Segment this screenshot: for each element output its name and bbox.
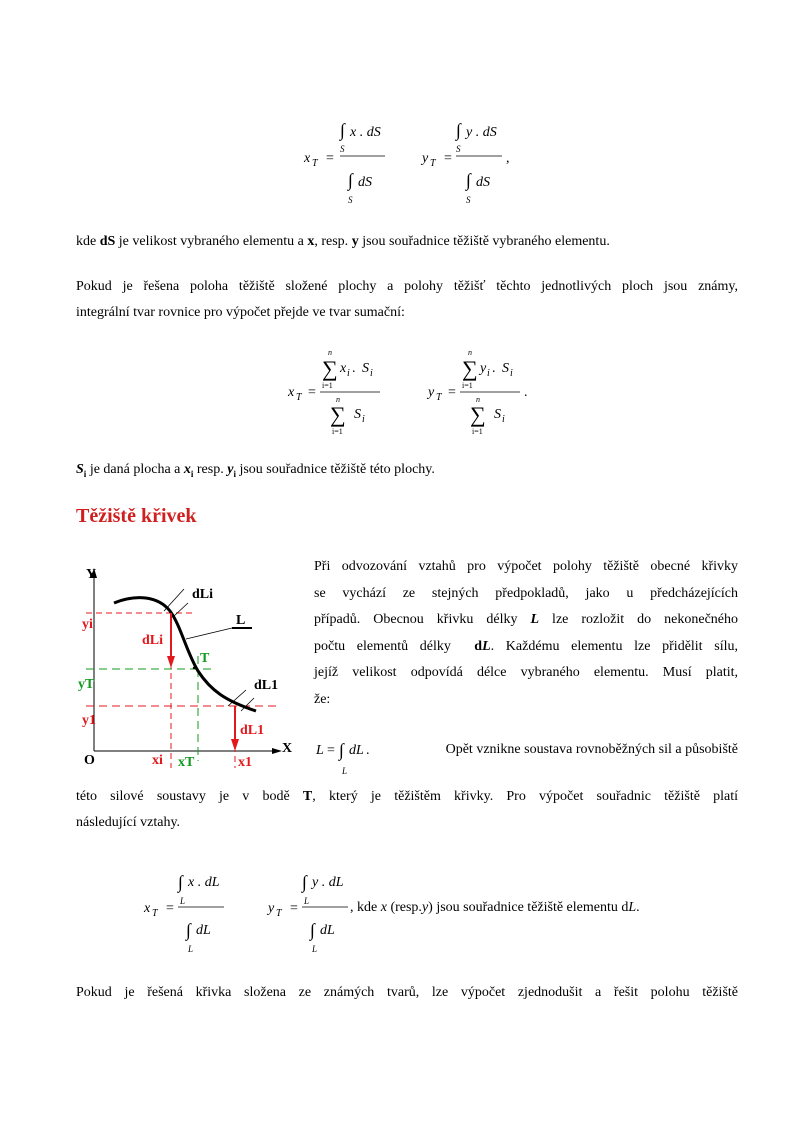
svg-text:.: . — [366, 743, 370, 758]
trailing-comma: , — [506, 151, 510, 166]
label-T: T — [200, 651, 210, 666]
section-heading: Těžiště křivek — [76, 505, 197, 527]
paragraph-area-definition: $S_i$ je daná plocha a $x_i$ resp. $y_i$ jsou souřadnice těžiště této plochy. — [76, 462, 435, 479]
xT-symbol: x — [304, 151, 311, 166]
svg-text:S: S — [494, 407, 501, 422]
svg-text:.: . — [352, 361, 356, 376]
svg-text:L: L — [342, 766, 348, 776]
svg-text:∑: ∑ — [330, 402, 346, 427]
svg-text:=: = — [308, 385, 316, 400]
svg-text:∑: ∑ — [470, 402, 486, 427]
svg-text:i=1: i=1 — [332, 427, 343, 436]
svg-text:n: n — [468, 348, 472, 357]
curve-centroid-figure — [76, 556, 306, 776]
integral-limit: S — [456, 144, 461, 154]
denominator: dS — [358, 175, 372, 190]
svg-text:T: T — [152, 908, 158, 919]
svg-text:=: = — [448, 385, 456, 400]
label-X: X — [282, 741, 293, 756]
label-dL1-top: dL1 — [254, 678, 279, 693]
yT-subscript: T — [430, 158, 436, 169]
label-L: L — [236, 613, 246, 628]
svg-text:S: S — [502, 361, 509, 376]
svg-text:i: i — [510, 368, 513, 379]
svg-text:x: x — [144, 901, 151, 916]
svg-text:i: i — [370, 368, 373, 379]
svg-text:i=1: i=1 — [322, 381, 333, 390]
svg-text:x: x — [288, 385, 295, 400]
svg-text:=: = — [166, 901, 174, 916]
svg-text:S: S — [362, 361, 369, 376]
svg-text:dL: dL — [349, 743, 364, 758]
svg-text:x: x — [340, 361, 347, 376]
label-y1: y1 — [82, 713, 96, 728]
svg-text:dL: dL — [320, 923, 335, 938]
integral-sign: ∫ — [456, 120, 461, 140]
paragraph-force-system: této silové soustavy je v bodě T, který je těžištěm křivky. Pro výpočet souřadnic těžiště platí následující vztahy. — [76, 789, 738, 830]
label-xT: xT — [178, 755, 195, 770]
label-Y: Y — [86, 567, 97, 582]
svg-text:T: T — [296, 392, 302, 403]
integral-limit: S — [340, 144, 345, 154]
svg-text:n: n — [476, 395, 480, 404]
svg-text:L: L — [304, 896, 310, 906]
label-dL1: dL1 — [240, 723, 265, 738]
xT-subscript: T — [312, 158, 318, 169]
svg-text:∫: ∫ — [310, 920, 315, 940]
svg-text:=: = — [290, 901, 298, 916]
label-O: O — [84, 753, 95, 768]
svg-text:n: n — [336, 395, 340, 404]
label-yT: yT — [78, 677, 95, 692]
paragraph-curve-eq-line: Opět vznikne soustava rovnoběžných sil a působiště — [445, 742, 738, 757]
denominator: dS — [476, 175, 490, 190]
integral-sign: ∫ — [340, 120, 345, 140]
svg-text:L: L — [312, 944, 318, 954]
paragraph-element-definition: kde dS je velikost vybraného elementu a x, resp. y jsou souřadnice těžiště vybraného elementu. — [76, 234, 610, 249]
paragraph-composite-curve: Pokud je řešená křivka složena ze známých tvarů, lze výpočet zjednodušit a řešit polohu těžiště — [76, 985, 738, 1000]
integral-limit: S — [348, 195, 353, 205]
svg-text:∫: ∫ — [186, 920, 191, 940]
svg-text:i: i — [362, 414, 365, 425]
integral-sign: ∫ — [348, 170, 353, 190]
curve-centroid-formula — [140, 864, 740, 960]
svg-text:y: y — [268, 901, 275, 916]
label-x1: x1 — [238, 755, 252, 770]
svg-text:i: i — [487, 368, 490, 379]
svg-text:∫: ∫ — [178, 872, 183, 892]
svg-text:x . dL: x . dL — [188, 875, 220, 890]
numerator-y: y . dS — [466, 125, 497, 140]
svg-text:n: n — [328, 348, 332, 357]
label-dLi-top: dLi — [192, 587, 214, 602]
svg-text:=: = — [327, 743, 335, 758]
paragraph-curve-intro: Při odvozování vztahů pro výpočet polohy těžiště obecné křivky se vychází ze stejných předpokladů, jako u předcházejících případů. Obecnou křivku délky L lze rozložit do nekonečného počtu elementů délky dL. Každému elementu lze přidělit sílu, jejíž velikost odpovídá délce vybraného elementu. Musí platit, že: — [314, 559, 738, 707]
svg-text:.: . — [492, 361, 496, 376]
centroid-sum-formula — [280, 340, 540, 440]
centroid-integral-formula — [290, 110, 530, 210]
yT-symbol: y — [422, 151, 429, 166]
svg-text:∫: ∫ — [339, 740, 344, 760]
numerator-x: x . dS — [350, 125, 381, 140]
svg-text:y: y — [428, 385, 435, 400]
sum-sign: ∑ — [322, 356, 338, 381]
label-xi: xi — [152, 753, 163, 768]
svg-text:, kde x (resp.y) jsou souřadni: , kde x (resp.y) jsou souřadnice těžiště elementu dL. — [350, 900, 640, 915]
svg-text:y: y — [480, 361, 487, 376]
label-dLi: dLi — [142, 633, 164, 648]
svg-text:y . dL: y . dL — [312, 875, 344, 890]
eq-sign: = — [326, 151, 334, 166]
svg-text:.: . — [524, 385, 528, 400]
integral-sign: ∫ — [466, 170, 471, 190]
svg-text:T: T — [436, 392, 442, 403]
length-integral-formula — [314, 734, 394, 778]
svg-text:i: i — [347, 368, 350, 379]
eq-sign: = — [444, 151, 452, 166]
label-yi: yi — [82, 617, 93, 632]
svg-text:∑: ∑ — [462, 356, 478, 381]
integral-limit: S — [466, 195, 471, 205]
svg-text:i=1: i=1 — [472, 427, 483, 436]
svg-text:S: S — [354, 407, 361, 422]
paragraph-composite-area: Pokud je řešena poloha těžiště složené plochy a polohy těžišť těchto jednotlivých ploch jsou známy, integrální tvar rovnice pro výpočet přejde ve tvar sumační: — [76, 279, 738, 320]
svg-text:L: L — [188, 944, 194, 954]
svg-text:dL: dL — [196, 923, 211, 938]
svg-text:T: T — [276, 908, 282, 919]
svg-text:∫: ∫ — [302, 872, 307, 892]
svg-text:L: L — [180, 896, 186, 906]
svg-text:i: i — [502, 414, 505, 425]
svg-text:i=1: i=1 — [462, 381, 473, 390]
svg-text:L: L — [316, 743, 324, 758]
